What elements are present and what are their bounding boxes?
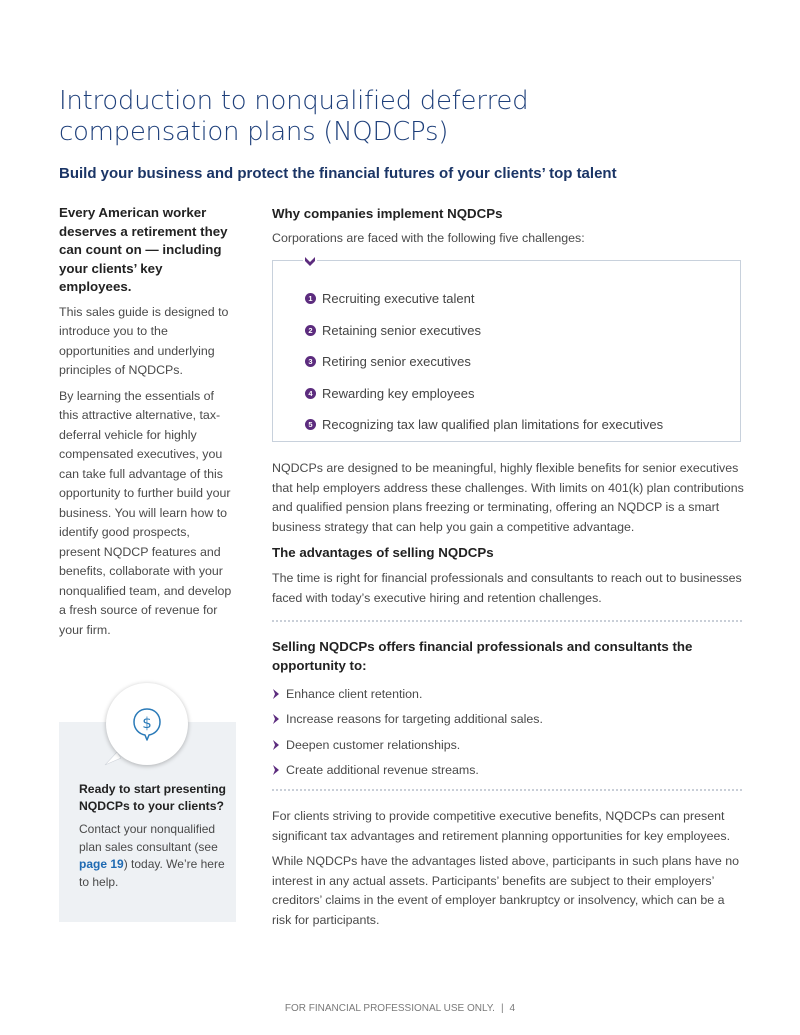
number-badge: 3: [305, 356, 316, 367]
list-item-label: Enhance client retention.: [286, 686, 423, 701]
page-footer: [0, 1003, 800, 1014]
footer-notice: FOR FINANCIAL PROFESSIONAL USE ONLY.: [284, 1003, 495, 1014]
page-title-line-2: compensation plans (NQDCPs): [59, 117, 449, 147]
challenge-item: [305, 283, 663, 315]
closing-paragraph-2: While NQDCPs have the advantages listed above, participants in such plans have no interest in any actual assets. Participants’ benefits are subject to their employers’ creditors’ claims in the event of employer bankruptcy or insolvency, which can be a risk for participants.: [272, 854, 739, 927]
lead-statement: Every American worker deserves a retirement they can count on — including your clients’ key employees.: [59, 205, 228, 295]
list-item: [272, 707, 543, 733]
cta-text: [79, 781, 229, 891]
challenge-label: Retaining senior executives: [322, 322, 481, 338]
cta-body-end: ) today. We’re here to help.: [79, 857, 225, 889]
intro-paragraph: This sales guide is designed to introduce you to the opportunities and underlying principles of NQDCPs.: [59, 304, 229, 378]
chevron-right-icon: [272, 714, 280, 724]
advantages-heading: The advantages of selling NQDCPs: [272, 545, 494, 560]
dotted-divider: [272, 789, 742, 791]
svg-text:$: $: [142, 714, 152, 732]
selling-heading: Selling NQDCPs offers financial professionals and consultants the opportunity to:: [272, 639, 693, 673]
why-intro: Corporations are faced with the following five challenges:: [272, 231, 585, 245]
number-badge: 5: [305, 419, 316, 430]
chevron-right-icon: [272, 689, 280, 699]
number-badge: 4: [305, 388, 316, 399]
page-number: 4: [509, 1003, 516, 1014]
challenges-box: [272, 260, 741, 442]
chevron-down-icon: [303, 256, 317, 268]
list-item: [272, 681, 543, 707]
list-item-label: Deepen customer relationships.: [286, 737, 461, 752]
chevron-right-icon: [272, 740, 280, 750]
number-badge: 1: [305, 293, 316, 304]
cta-body: [79, 821, 229, 891]
challenge-label: Recruiting executive talent: [322, 291, 475, 307]
footer-separator: |: [500, 1003, 504, 1014]
closing-paragraph-1: For clients striving to provide competitive executive benefits, NQDCPs can present significant tax advantages and retirement planning opportunities for key employees.: [272, 809, 731, 843]
page-title: [59, 86, 579, 148]
page-subtitle: Build your business and protect the financial futures of your clients’ top talent: [59, 165, 617, 182]
challenges-list: [305, 283, 663, 441]
challenge-item: [305, 409, 663, 441]
challenge-label: Rewarding key employees: [322, 385, 475, 401]
cta-heading: Ready to start presenting NQDCPs to your clients?: [79, 782, 226, 813]
dotted-divider: [272, 620, 742, 622]
page-title-line-1: Introduction to nonqualified deferred: [59, 86, 529, 116]
challenge-label: Recognizing tax law qualified plan limitations for executives: [322, 417, 664, 433]
page-19-link[interactable]: page 19: [79, 857, 124, 872]
list-item-label: Increase reasons for targeting additional sales.: [286, 712, 543, 727]
list-item: [272, 758, 543, 784]
why-section: [272, 204, 742, 245]
dollar-icon: [132, 707, 162, 741]
left-column: [59, 204, 234, 646]
why-heading: Why companies implement NQDCPs: [272, 206, 503, 221]
essentials-paragraph: By learning the essentials of this attractive alternative, tax-deferral vehicle for highly compensated executives, you can take full advantage of this opportunity to further build your business. You will learn how to identify good prospects, present NQDCP features and benefits, collaborate with your nonqualified team, and develop a fresh source of revenue for your firm.: [59, 388, 232, 637]
challenge-item: [305, 346, 663, 378]
list-item: [272, 732, 543, 758]
number-badge: 2: [305, 325, 316, 336]
opportunity-list: [272, 681, 543, 783]
nqdcp-summary: NQDCPs are designed to be meaningful, highly flexible benefits for senior executives that help employers address these challenges. With limits on 401(k) plan contributions and qualified pension plans freezing or terminating, offering an NQDCP is a smart business strategy that can help you gain a competitive advantage.: [272, 461, 744, 534]
chevron-right-icon: [272, 765, 280, 775]
challenge-label: Retiring senior executives: [322, 354, 471, 370]
dollar-speech-bubble-icon: [106, 683, 188, 765]
cta-body-start: Contact your nonqualified plan sales consultant (see: [79, 822, 218, 854]
advantages-text: The time is right for financial professionals and consultants to reach out to businesses faced with today’s executive hiring and retention challenges.: [272, 571, 742, 605]
challenge-item: [305, 378, 663, 410]
challenge-item: [305, 315, 663, 347]
list-item-label: Create additional revenue streams.: [286, 763, 479, 778]
